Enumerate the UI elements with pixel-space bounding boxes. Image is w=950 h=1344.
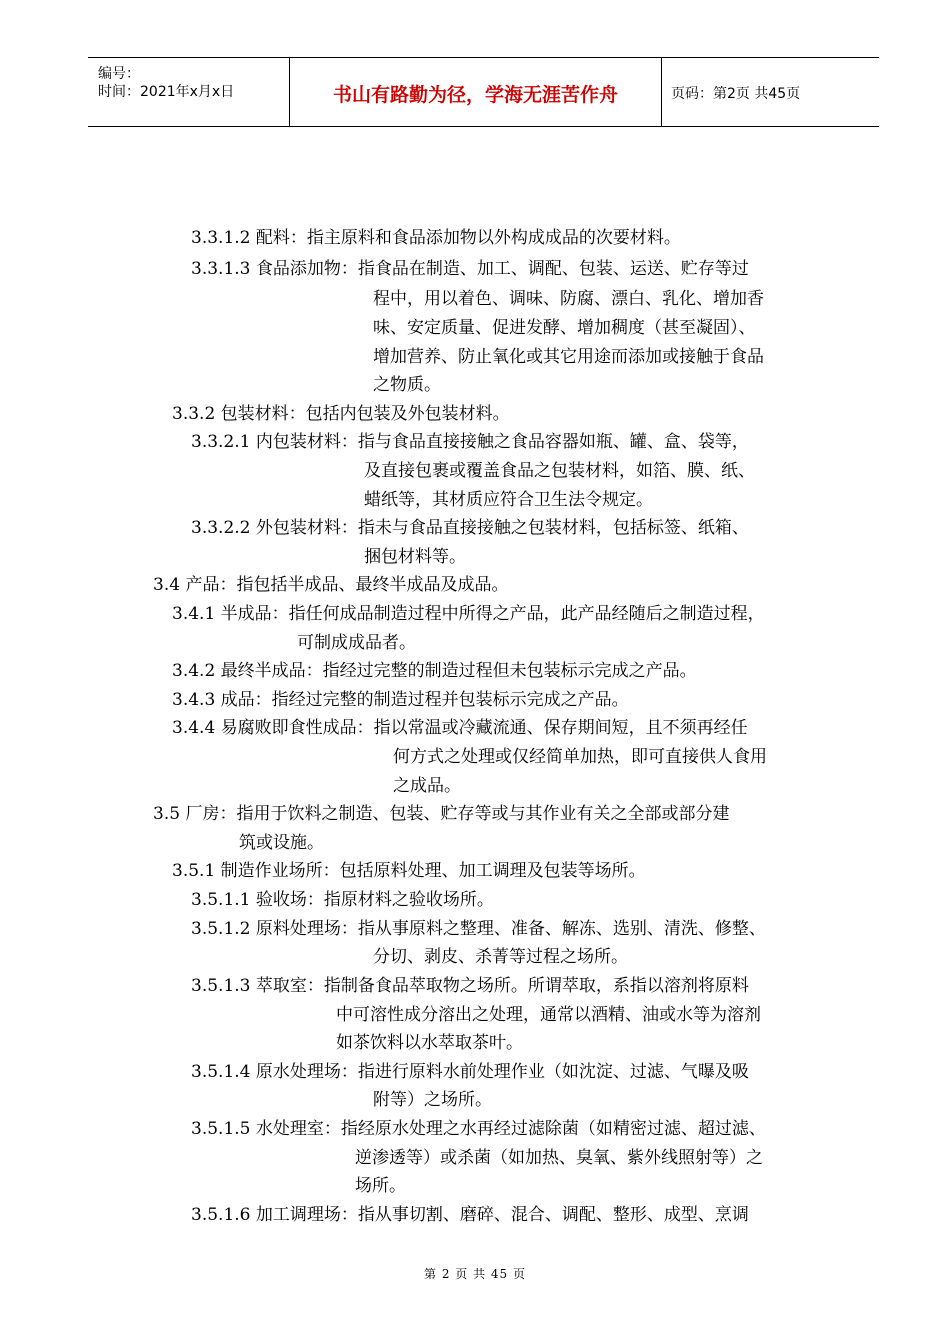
text-line: 味、安定质量、促进发酵、增加稠度（甚至凝固）、 (373, 318, 756, 338)
text-line: 3.4.1 半成品：指任何成品制造过程中所得之产品，此产品经随后之制造过程， (172, 604, 765, 624)
text-line: 3.4 产品：指包括半成品、最终半成品及成品。 (153, 575, 509, 595)
text-line: 之成品。 (393, 776, 461, 796)
header-page-cell (661, 58, 879, 126)
text-line: 增加营养、防止氧化或其它用途而添加或接触于食品 (373, 347, 764, 367)
text-line: 场所。 (355, 1176, 406, 1196)
text-line: 3.3.2.1 内包装材料：指与食品直接接触之食品容器如瓶、罐、盒、袋等， (191, 432, 749, 452)
text-line: 捆包材料等。 (364, 547, 466, 567)
text-line: 可制成成品者。 (297, 633, 416, 653)
document-time-label: 时间：2021年x月x日 (98, 84, 235, 100)
text-line: 逆渗透等）或杀菌（如加热、臭氧、紫外线照射等）之 (355, 1148, 763, 1168)
text-line: 3.3.1.2 配料：指主原料和食品添加物以外构成成品的次要材料。 (191, 228, 681, 248)
header-motto: 书山有路勤为径，学海无涯苦作舟 (332, 84, 618, 106)
header-meta-cell (88, 58, 289, 126)
text-line: 3.3.2.2 外包装材料：指未与食品直接接触之包装材料，包括标签、纸箱、 (191, 518, 749, 538)
text-line: 之物质。 (373, 375, 441, 395)
text-line: 3.3.2 包装材料：包括内包装及外包装材料。 (172, 404, 510, 424)
header-motto-cell (289, 58, 662, 126)
text-line: 程中，用以着色、调味、防腐、漂白、乳化、增加香 (373, 289, 764, 309)
page-header (88, 57, 879, 127)
text-line: 附等）之场所。 (373, 1090, 492, 1110)
text-line: 3.5.1.6 加工调理场：指从事切割、磨碎、混合、调配、整形、成型、烹调 (191, 1205, 749, 1225)
text-line: 筑或设施。 (239, 833, 324, 853)
text-line: 分切、剥皮、杀菁等过程之场所。 (373, 947, 628, 967)
text-line: 3.5.1.1 验收场：指原材料之验收场所。 (191, 890, 494, 910)
text-line: 中可溶性成分溶出之处理，通常以酒精、油或水等为溶剂 (336, 1005, 761, 1025)
text-line: 3.5 厂房：指用于饮料之制造、包装、贮存等或与其作业有关之全部或部分建 (153, 804, 730, 824)
text-line: 3.3.1.3 食品添加物：指食品在制造、加工、调配、包装、运送、贮存等过 (191, 259, 749, 279)
page-footer: 第 2 页 共 45 页 (424, 1267, 526, 1281)
header-page-number: 页码：第2页 共45页 (671, 86, 801, 102)
text-line: 3.5.1.4 原水处理场：指进行原料水前处理作业（如沈淀、过滤、气曝及吸 (191, 1062, 749, 1082)
text-line: 蜡纸等，其材质应符合卫生法令规定。 (364, 490, 653, 510)
text-line: 3.4.3 成品：指经过完整的制造过程并包装标示完成之产品。 (172, 690, 629, 710)
text-line: 3.4.4 易腐败即食性成品：指以常温或冷藏流通、保存期间短，且不须再经任 (172, 718, 748, 738)
text-line: 3.4.2 最终半成品：指经过完整的制造过程但未包装标示完成之产品。 (172, 661, 697, 681)
text-line: 如茶饮料以水萃取茶叶。 (336, 1033, 523, 1053)
document-number-label: 编号： (98, 66, 140, 82)
text-line: 3.5.1.2 原料处理场：指从事原料之整理、准备、解冻、选别、清洗、修整、 (191, 919, 766, 939)
text-line: 何方式之处理或仅经简单加热，即可直接供人食用 (393, 747, 767, 767)
text-line: 及直接包裹或覆盖食品之包装材料，如箔、膜、纸、 (364, 461, 755, 481)
text-line: 3.5.1.3 萃取室：指制备食品萃取物之场所。所谓萃取，系指以溶剂将原料 (191, 976, 749, 996)
text-line: 3.5.1.5 水处理室：指经原水处理之水再经过滤除菌（如精密过滤、超过滤、 (191, 1119, 766, 1139)
text-line: 3.5.1 制造作业场所：包括原料处理、加工调理及包装等场所。 (172, 861, 646, 881)
